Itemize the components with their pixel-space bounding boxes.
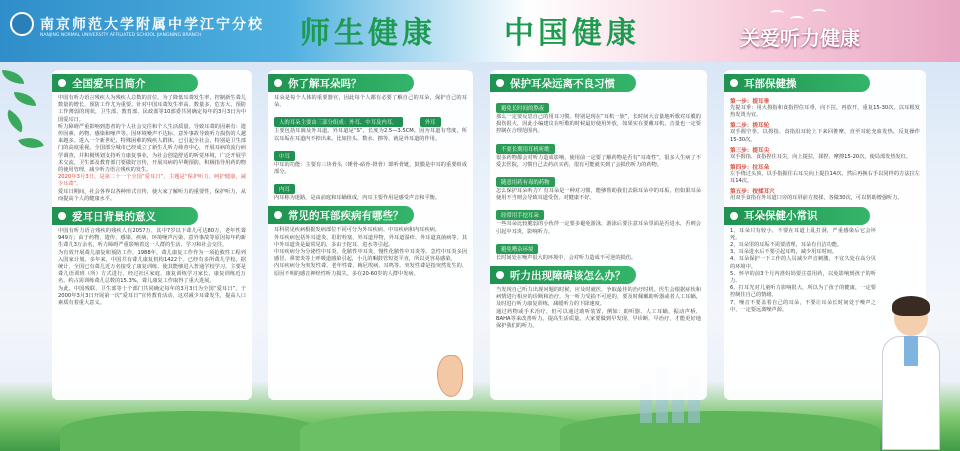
heading-ear-tips: 耳朵保健小常识 — [724, 207, 870, 225]
subheading: 外耳 — [420, 117, 441, 127]
bullet-icon — [274, 211, 282, 219]
text-block: 内耳称为迷路，是由前庭和耳蜗组成，内耳主要作用是感受声音和平衡。 — [274, 195, 441, 202]
heading-ear-day-intro: 全国爱耳日简介 — [52, 74, 198, 92]
text-block: 为有效开展聋儿康复和预防工作，1988年，聋儿康复工作作为一项抢救性工程列入国家计划。多年来，中国共有聋儿康复机构1422个。已经有多所聋儿学校。据统计，全国已有聋儿近万名接受了康复训练，使其能够进入普通学校学习。主要是聋儿语训班（所）方式进行。经过社区家庭、康复训练学习家长，康复训练近万名，约占需训练聋儿总数的15.3%，聋儿康复工作取得了重大进展。 — [58, 249, 246, 285]
text-block: 中耳的功能：主要有三块骨头（锤骨-砧骨-镫骨）即听骨链，鼓膜是中耳的重要组成部分。 — [274, 161, 467, 176]
highlight-text: 2020年3月3日，是第二十一个全国“爱耳日”，主题是“保护听力，呵护健康，减少耳聋”。 — [58, 174, 246, 188]
doctor-hair — [892, 296, 930, 316]
tip-item: 7、噪音不要盖着自己的耳朵，不要让耳朵长时间处于噪声之中，一定要远离噪声源。 — [730, 299, 876, 313]
subheading: 避免嘈杂环境 — [496, 244, 538, 254]
panel-ear-day — [52, 70, 252, 400]
text-block: 内耳疾病分为突发性聋、老年性聋、梅尼埃病、耳鸣等。突发性聋是指突然发生的、原因不明的感音神经性听力损失。多在20-60岁的人群中发病。 — [274, 263, 467, 277]
text-block: 外耳疾病包括外耳道炎、耵聍栓塞、外耳道异物，外耳道湿疹、外耳道真菌病等。其中外耳道炎是最常见的，多由于挖耳、进水等引起。 — [274, 234, 467, 248]
subheading: 经常用手挖耳朵 — [496, 210, 544, 220]
exercise-step-2: 第二步：搓耳轮 双手握空拳，以拇指、食指沿耳轮上下来回推摩，直至耳轮充血发热。反复操作15-30次。 — [730, 123, 920, 143]
panel-know-ears — [268, 70, 473, 400]
tip-item: 4、耳朵保护一下工作的人员减少声音刺激，不宜久处在高分贝的环境中。 — [730, 256, 876, 270]
bullet-icon — [730, 212, 738, 220]
subheading: 中耳 — [274, 151, 295, 161]
bullet-icon — [58, 79, 66, 87]
school-name: 南京师范大学附属中学江宁分校 — [40, 17, 264, 33]
ear-illustration-icon — [437, 355, 463, 397]
exercise-step-4: 第四步：拉耳朵 左手绕过头顶，以手指握住右耳尖向上提拉14次，然后再换右手以同样的方法拉左耳14次。 — [730, 165, 920, 185]
bird-icon — [790, 16, 804, 22]
subheading: 避免长时间的熬夜 — [496, 103, 549, 113]
bullet-icon — [274, 79, 282, 87]
tip-item: 6、打耳光对儿童听力影响很大，所以为了孩子的健康，一定要控制住自己的情绪。 — [730, 285, 876, 299]
text-block: 通过药物或手术治疗，但可以通过助听装置，例如：助听器、人工耳蜗、振动声桥、BAHA等来改善听力。提高生活质量。大家要做到早发现、早诊断、早治疗，才能更好地保护我们的听力。 — [496, 308, 701, 330]
subheading: 随意用药有毒的药物 — [496, 177, 555, 187]
heading-ear-day-background: 爱耳日背景的意义 — [52, 207, 198, 225]
bullet-icon — [496, 79, 504, 87]
main-title-right: 中国健康 — [504, 16, 640, 51]
text-block: 长时间处在噪声很大的环境中，会对听力造成不可逆的损伤。 — [496, 254, 637, 261]
doctor-illustration — [880, 300, 942, 450]
heading-ear-exercise: 耳部保健操 — [724, 74, 870, 92]
bullet-icon — [496, 271, 504, 279]
school-name-en: NANJING NORMAL UNIVERSITY AFFILIATED SCHOOL JIANGNING BRANCH — [40, 33, 202, 38]
hill-shape — [60, 411, 320, 451]
text-block: 很多药物都会对听力造成影响，使用前一定要了解药物是否有“耳毒性”，很多人生病了不爱去医院，习惯自己去药店买药，很有可能就买到了会损伤听力的药物。 — [496, 154, 701, 168]
heading-know-ears: 你了解耳朵吗？ — [268, 74, 414, 92]
text-block: 耳朵是每个人体的重要器官，因此每个人都有必要了解自己的耳朵，保护自己的耳朵。 — [274, 95, 467, 109]
text-block: 主要包括耳廓及外耳道。外耳道是“S”，长度为2.5—3.5CM。因为耳道有弯度，所以耳垢在耳道内不掉出来。比如挂头、数水、擦等，就是外耳道的作用。 — [274, 128, 467, 142]
text-block: 中国有听力语言残疾人为残疾人总数的首位。为了降低耳聋发生率，控制新生聋儿数量的增长，预防工作尤为重要。针对中国耳聋发生率高、数量多、危害大、预防工作薄弱的现状，卫生部、教育部、民政部等10部委共同确定每年的3月3日为中国爱耳日。 — [58, 95, 246, 123]
text-block: 爱耳日期间，社会各界以各种形式宣传，使大家了解听力的重要性，保护听力，从而提高个人的健康水平。 — [58, 188, 246, 202]
text-block: 当发现自己听力出现问题的时候，应及时就医，争取最佳的治疗时机。医生会根据症状和病情进行相应的诊断和治疗。为一听力受损不可逆的，要及时佩戴助听器或者人工耳蜗，及时进行听力康复训练，减缓听力的下降速度。 — [496, 287, 701, 308]
bullet-icon — [58, 212, 66, 220]
tip-item: 5、怀孕的前3个月内准妈妈要注意用药，以免影响到孩子的听力。 — [730, 270, 876, 285]
heading-hearing-disorder: 听力出现障碍该怎么办？ — [490, 266, 636, 284]
exercise-step-1: 第一步：提耳垂 先提耳垂：用大拇指和食指捏住耳垂，向下拉，再放开，重复15-30次。以耳根发热发烫为宜。 — [730, 99, 920, 119]
text-block: 中国有听力语言残疾的残疾人有2057万，其中7岁以下聋儿可达80万，老年性聋949万；由于药物、遗传、感染、疾病、环境噪声污染、意外事故等原因每年约新生聋儿3万余名。听力障碍严重影响着这一人群的生活、学习和社会交往。 — [58, 228, 246, 249]
text-block: 一些耳朵比较脆弱的小伙伴一定要多避免游泳，游泳后要注意耳朵里面是否进水，否则会引起中耳炎，影响听力。 — [496, 221, 701, 235]
main-title-left: 师生健康 — [300, 16, 436, 51]
text-block: 耳科常见疾病根据发病部位不同可分为外耳疾病、中耳疾病和内耳疾病。 — [274, 227, 441, 234]
text-block: 那么一定要反思自己的用耳习惯。特别是现在“耳机一族”，长时间大音量地听歌对耳膜的损伤很大，因此小编建议在听歌的时候最好使用外放，如果实在要戴耳机，音量也一定要控制在合理范围内。 — [496, 114, 701, 135]
text-block: 为此，中国残联、卫生部等十个部门共同确定每年的3月3日为全国“爱耳日”。于2000年3月3日开展第一次“爱耳日”宣传教育活动，这对减少耳聋发生，提高人口素质有着重大意义。 — [58, 285, 246, 307]
tip-item: 3、耳朵进水后不要引起耳鸣，减少用耳时间。 — [730, 249, 838, 256]
side-title: 关爱听力健康 — [740, 26, 860, 50]
text-block: 怎么保护耳朵听力？有耳朵是一种对习惯，能够帮助我们去除耳朵中的耳垢，但如果耳朵使用不当则会导致耳道受伤，对健康不好。 — [496, 188, 701, 202]
exercise-step-3: 第三步：提耳尖 双手拇指、食指捏住耳尖，向上提拉，揉捏、摩擦15-20次，使局部发热发红。 — [730, 147, 912, 160]
subheading: 内耳 — [274, 184, 295, 194]
text-block: 听力障碍严重影响到患者的个人社会交往和个人生活质量。导致耳聋的因素有：遗传因素、药物、感染和噪声等。因环境噪声不达标、意外事故导致听力损伤的人越来越多。进入一个新世纪，特殊困难的残疾人群体，已引起全社会，特别是卫生部门的高度重视。全国部分城市已经成立了新生儿听力筛查中心，开展耳病的流行病学调查，并积极规划支持听力康复事业，为社会创造舒适的听觉环境，广泛开展学术交流。卫生部及教育部门要做好宣传，开展耳病的早期预防，积极指导用药的物的使用管理，减少听力语言残疾的发生。 — [58, 123, 246, 174]
bird-icon — [812, 9, 826, 15]
subheading: 人的耳朵主要由三部分组成：外耳、中耳及内耳。 — [274, 117, 403, 127]
school-emblem-icon — [10, 12, 34, 36]
hill-shape — [300, 411, 600, 451]
heading-ear-diseases: 常见的耳部疾病有哪些？ — [268, 206, 414, 224]
bird-icon — [770, 10, 784, 16]
tip-item: 1、耳朵只有较小，不要在耳道上乱打洞，严重感染后它会坏死。 — [730, 227, 876, 241]
panel-bad-habits — [490, 70, 707, 400]
doctor-shirt — [904, 336, 918, 366]
bullet-icon — [730, 79, 738, 87]
hill-shape — [560, 411, 880, 451]
main-title — [300, 8, 640, 52]
exercise-step-5: 第五步：按揉耳穴 用双手食指在外耳道口旁的耳屏前方按揉，各做30次，可以帮助增强听力。 — [730, 189, 903, 202]
subheading: 不要长期用耳机听歌 — [496, 144, 555, 154]
heading-bad-habits: 保护耳朵远离不良习惯 — [490, 74, 636, 92]
text-block: 中耳疾病分为分泌性中耳炎、化脓性中耳炎、慢性化脓性中耳炎等。急性中耳炎多因感冒、鼻窦炎等上呼吸道感染引起，小儿的咽鼓管短宽平直，所以更容易感染。 — [274, 249, 467, 263]
tip-item: 2、耳朵里的耳垢不需要清理，耳朵有自洁功能。 — [730, 242, 843, 249]
